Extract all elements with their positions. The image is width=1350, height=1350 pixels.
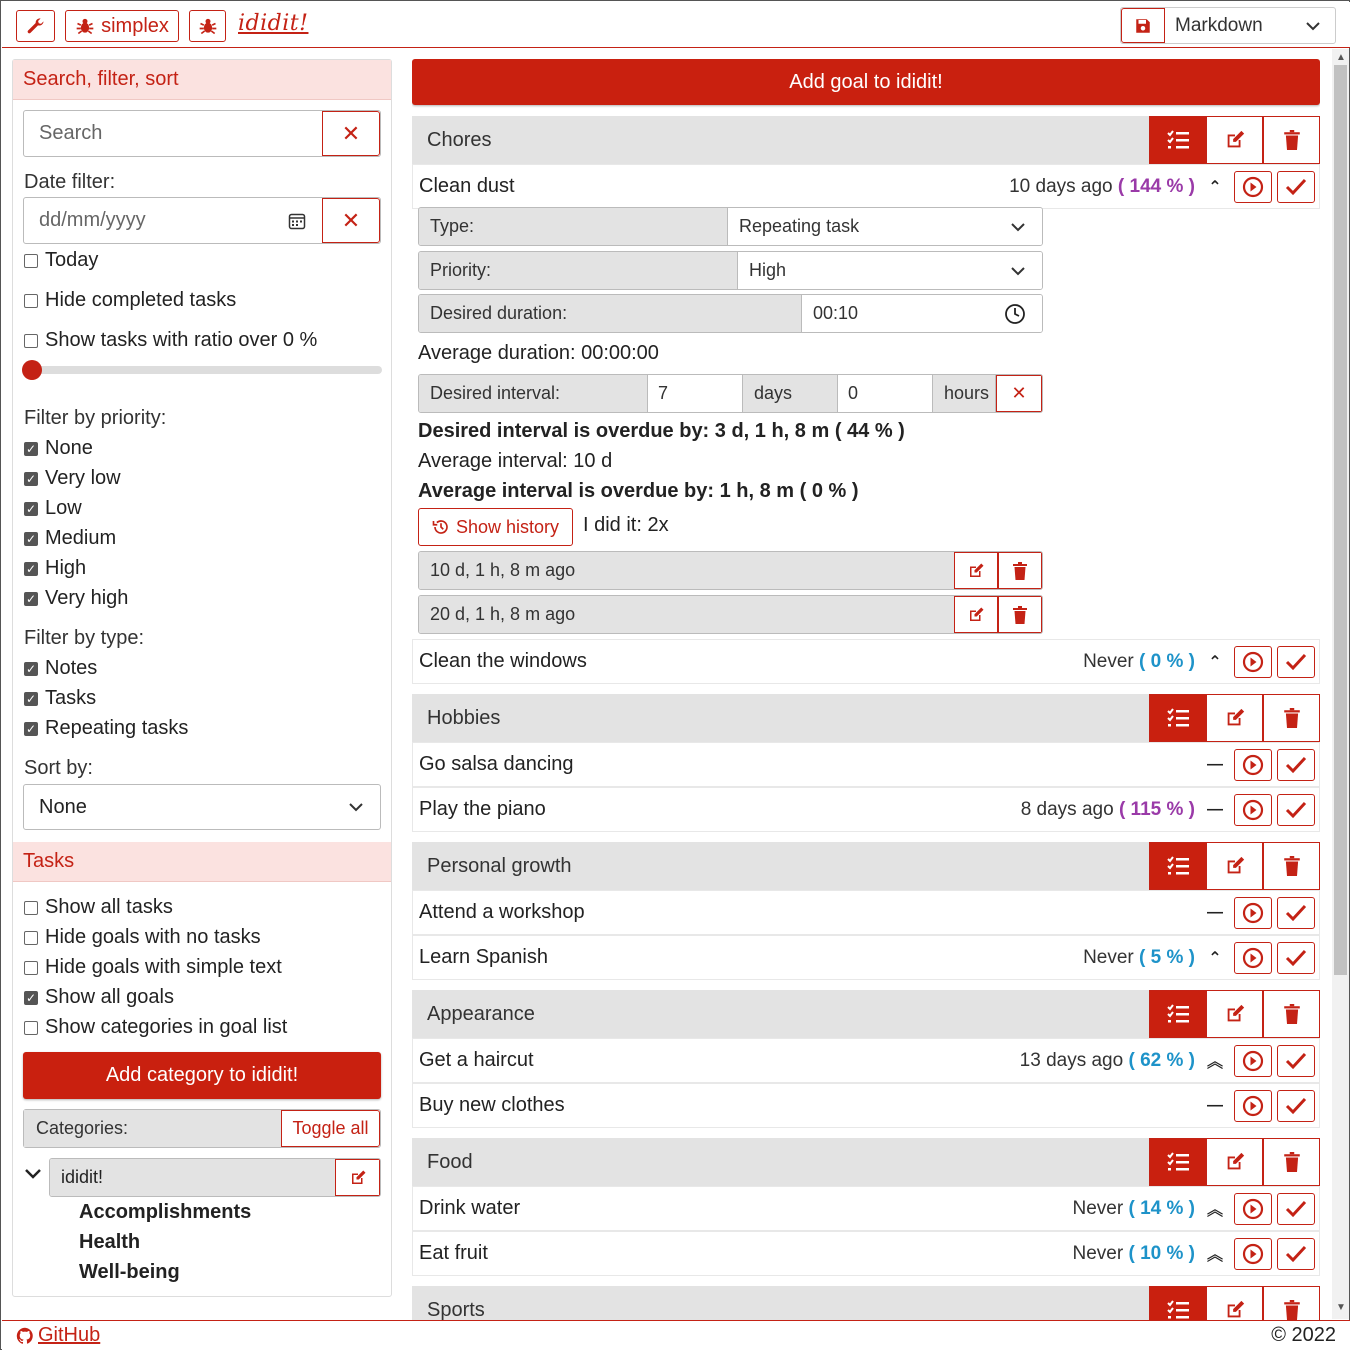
clear-interval-button[interactable] [996, 375, 1042, 412]
priority-checkbox[interactable] [24, 467, 121, 490]
complete-task-button[interactable] [1277, 1090, 1315, 1122]
task-row[interactable] [412, 164, 1320, 209]
chevron-down-icon[interactable] [24, 1167, 42, 1181]
task-last-done: 8 days ago [1020, 798, 1114, 820]
debug-button[interactable] [189, 10, 226, 42]
goal-header [412, 1286, 1320, 1320]
goal-tasks-button[interactable] [1149, 1286, 1206, 1320]
bug-icon [75, 16, 95, 36]
goal-tasks-button[interactable] [1149, 990, 1206, 1038]
checkbox-box[interactable] [24, 901, 38, 915]
history-entry [418, 551, 1043, 590]
interval-label: Desired interval: [419, 375, 648, 412]
delete-goal-button[interactable] [1263, 1286, 1320, 1320]
trash-icon [1283, 1152, 1301, 1172]
priority-filter-label: Filter by priority: [24, 407, 167, 429]
task-meta [1083, 947, 1195, 969]
sort-value: None [39, 795, 87, 818]
task-row[interactable] [412, 1231, 1320, 1276]
checkbox-box[interactable]: ✓ [25, 721, 37, 736]
edit-goal-button[interactable] [1206, 116, 1263, 164]
save-button[interactable] [1121, 8, 1165, 43]
task-name[interactable]: Go salsa dancing [419, 753, 574, 775]
scrollbar-thumb[interactable] [1334, 65, 1347, 975]
github-label: GitHub [38, 1324, 101, 1346]
edit-icon [1224, 129, 1246, 151]
edit-goal-button[interactable] [1206, 842, 1263, 890]
slider-handle[interactable] [22, 360, 42, 380]
start-task-button[interactable] [1234, 1238, 1272, 1270]
goal-title: Hobbies [427, 706, 501, 729]
edit-icon [1224, 1003, 1246, 1025]
check-icon [1285, 1096, 1307, 1116]
task-row[interactable] [412, 1083, 1320, 1128]
double-chevron-up-icon[interactable]: ︽ [1206, 1202, 1223, 1219]
checkbox-box[interactable] [24, 961, 38, 975]
goal-header [412, 842, 1320, 890]
floppy-disk-icon [1134, 17, 1152, 35]
show-history-label: Show history [455, 516, 560, 537]
delete-goal-button[interactable] [1263, 990, 1320, 1038]
task-name[interactable]: Play the piano [419, 798, 546, 820]
goal-tasks-button[interactable] [1149, 116, 1206, 164]
subcategory-item[interactable]: Health [79, 1231, 141, 1253]
checkbox-box[interactable] [24, 931, 38, 945]
task-name[interactable]: Attend a workshop [419, 901, 585, 923]
start-task-button[interactable] [1234, 897, 1272, 929]
history-entry-label: 20 d, 1 h, 8 m ago [419, 596, 954, 633]
chevron-up-icon[interactable]: ⌃ [1208, 178, 1222, 196]
trash-icon [1012, 562, 1028, 580]
checkbox-box[interactable] [24, 254, 38, 268]
goal-title: Appearance [427, 1002, 535, 1025]
double-chevron-up-icon[interactable]: ︽ [1206, 1054, 1223, 1071]
task-meta [1083, 651, 1195, 673]
task-name[interactable]: Drink water [419, 1197, 521, 1219]
task-name[interactable]: Learn Spanish [419, 946, 548, 968]
checkbox-box[interactable]: ✓ [25, 471, 37, 486]
interval-days-input[interactable]: 7 [648, 375, 743, 412]
type-field [418, 207, 1043, 246]
history-entry [418, 595, 1043, 634]
ratio-checkbox[interactable] [24, 329, 317, 352]
edit-icon [967, 606, 985, 624]
list-check-icon [1167, 856, 1189, 876]
task-option-label: Hide goals with simple text [45, 956, 282, 978]
check-icon [1285, 948, 1307, 968]
history-icon [432, 518, 450, 536]
edit-icon [967, 562, 985, 580]
start-task-button[interactable] [1234, 1090, 1272, 1122]
list-check-icon [1167, 1152, 1189, 1172]
trash-icon [1012, 606, 1028, 624]
subcategory-item[interactable]: Accomplishments [79, 1201, 252, 1223]
checkbox-box[interactable]: ✓ [25, 990, 37, 1005]
edit-icon [1224, 1151, 1246, 1173]
ratio-label: Show tasks with ratio over 0 % [45, 329, 318, 351]
did-it-count: I did it: 2x [583, 514, 669, 536]
goal-tasks-button[interactable] [1149, 694, 1206, 742]
task-name[interactable]: Clean dust [419, 175, 515, 197]
checkbox-box[interactable]: ✓ [25, 561, 37, 576]
goal-title: Sports [427, 1298, 485, 1320]
settings-button[interactable] [16, 10, 55, 42]
priority-value: High [749, 260, 787, 280]
edit-icon [1224, 855, 1246, 877]
edit-goal-button[interactable] [1206, 694, 1263, 742]
github-link[interactable] [16, 1324, 100, 1347]
checkbox-box[interactable]: ✓ [25, 691, 37, 706]
play-circle-icon [1242, 902, 1264, 924]
delete-goal-button[interactable] [1263, 1138, 1320, 1186]
priority-label: Medium [45, 527, 117, 549]
type-select[interactable] [728, 208, 1042, 245]
task-ratio: ( 10 % ) [1128, 1242, 1195, 1264]
root-category-label: ididit! [50, 1159, 335, 1196]
chevron-up-icon[interactable]: ⌃ [1208, 653, 1222, 671]
chevron-down-icon [1010, 263, 1026, 279]
complete-task-button[interactable] [1277, 171, 1315, 203]
task-meta [1073, 1198, 1196, 1220]
goal-header [412, 694, 1320, 742]
duration-field [418, 294, 1043, 333]
format-select[interactable] [1165, 8, 1335, 43]
checkbox-box[interactable]: ✓ [25, 591, 37, 606]
start-task-button[interactable] [1234, 171, 1272, 203]
edit-icon [349, 1169, 367, 1187]
start-task-button[interactable] [1234, 794, 1272, 826]
hide-completed-label: Hide completed tasks [45, 289, 237, 311]
average-duration: Average duration: 00:00:00 [418, 342, 659, 364]
priority-label: Very high [45, 587, 129, 609]
clock-icon[interactable] [1004, 303, 1026, 325]
filter-panel [12, 59, 392, 1297]
task-name[interactable]: Get a haircut [419, 1049, 534, 1071]
simplex-button[interactable] [65, 10, 179, 42]
list-check-icon [1167, 1004, 1189, 1024]
complete-task-button[interactable] [1277, 646, 1315, 678]
categories-bar [23, 1109, 381, 1148]
priority-checkbox[interactable] [24, 587, 128, 610]
edit-goal-button[interactable] [1206, 1286, 1263, 1320]
checkbox-box[interactable] [24, 294, 38, 308]
task-row[interactable] [412, 1186, 1320, 1231]
brand-logo[interactable]: ididit! [238, 11, 309, 36]
ratio-slider[interactable] [24, 366, 382, 374]
check-icon [1285, 1199, 1307, 1219]
average-overdue: Average interval is overdue by: 1 h, 8 m ( 0 % ) [418, 480, 859, 502]
interval-hours-input[interactable]: 0 [838, 375, 933, 412]
show-history-button[interactable] [418, 508, 573, 546]
check-icon [1285, 652, 1307, 672]
task-last-done: Never [1083, 650, 1134, 672]
play-circle-icon [1242, 754, 1264, 776]
checkbox-box[interactable]: ✓ [25, 531, 37, 546]
wrench-icon [26, 16, 46, 36]
delete-goal-button[interactable] [1263, 842, 1320, 890]
edit-category-button[interactable] [335, 1159, 380, 1196]
date-placeholder: dd/mm/yyyy [39, 209, 146, 231]
task-ratio: ( 144 % ) [1117, 175, 1195, 197]
complete-task-button[interactable] [1277, 794, 1315, 826]
duration-label: Desired duration: [419, 295, 802, 332]
search-panel-header: Search, filter, sort [13, 60, 391, 100]
close-icon: ✕ [341, 120, 361, 146]
play-circle-icon [1242, 1198, 1264, 1220]
type-checkbox[interactable] [24, 687, 96, 710]
average-interval: Average interval: 10 d [418, 450, 613, 472]
desired-overdue: Desired interval is overdue by: 3 d, 1 h, 8 m ( 44 % ) [418, 420, 905, 442]
check-icon [1285, 755, 1307, 775]
tasks-panel-header: Tasks [13, 842, 391, 882]
complete-task-button[interactable] [1277, 1045, 1315, 1077]
search-input[interactable]: Search [39, 122, 103, 144]
goal-list [412, 59, 1320, 1320]
dash-icon[interactable]: — [1207, 755, 1223, 773]
task-option-checkbox[interactable] [24, 926, 261, 949]
task-ratio: ( 115 % ) [1118, 798, 1195, 820]
days-unit: days [743, 375, 838, 412]
sort-label: Sort by: [24, 757, 93, 779]
clear-search-button[interactable] [322, 111, 380, 156]
categories-label: Categories: [24, 1110, 281, 1147]
list-check-icon [1167, 130, 1189, 150]
trash-icon [1283, 1300, 1301, 1320]
delete-history-button[interactable] [998, 552, 1042, 589]
interval-field [418, 374, 1043, 413]
goal-header [412, 990, 1320, 1038]
priority-label: None [45, 437, 93, 459]
edit-icon [1224, 707, 1246, 729]
play-circle-icon [1242, 1243, 1264, 1265]
clear-date-button[interactable] [322, 198, 380, 243]
delete-goal-button[interactable] [1263, 116, 1320, 164]
format-value: Markdown [1175, 14, 1263, 36]
date-box [23, 197, 381, 244]
play-circle-icon [1242, 176, 1264, 198]
chevron-down-icon [348, 799, 364, 815]
task-ratio: ( 5 % ) [1139, 946, 1195, 968]
hours-unit: hours [933, 375, 996, 412]
task-last-done: Never [1083, 946, 1134, 968]
chevron-up-icon[interactable]: ⌃ [1208, 949, 1222, 967]
delete-history-button[interactable] [998, 596, 1042, 633]
complete-task-button[interactable] [1277, 897, 1315, 929]
copyright: © 2022 [1271, 1324, 1336, 1346]
priority-label: High [45, 557, 87, 579]
task-option-checkbox[interactable] [24, 956, 282, 979]
priority-checkbox[interactable] [24, 437, 93, 460]
start-task-button[interactable] [1234, 646, 1272, 678]
dash-icon[interactable]: — [1207, 800, 1223, 818]
check-icon [1285, 177, 1307, 197]
list-check-icon [1167, 1300, 1189, 1320]
checkbox-box[interactable]: ✓ [25, 441, 37, 456]
goal-header [412, 1138, 1320, 1186]
start-task-button[interactable] [1234, 942, 1272, 974]
trash-icon [1283, 130, 1301, 150]
double-chevron-up-icon[interactable]: ︽ [1206, 1247, 1223, 1264]
task-option-checkbox[interactable] [24, 986, 174, 1009]
task-name[interactable]: Eat fruit [419, 1242, 488, 1264]
task-last-done: 13 days ago [1019, 1049, 1124, 1071]
task-row[interactable] [412, 890, 1320, 935]
play-circle-icon [1242, 799, 1264, 821]
goal-header [412, 116, 1320, 164]
task-row[interactable] [412, 935, 1320, 980]
github-icon [16, 1327, 34, 1345]
goal-title: Chores [427, 128, 492, 151]
play-circle-icon [1242, 947, 1264, 969]
type-filter-label: Filter by type: [24, 627, 145, 649]
play-circle-icon [1242, 1050, 1264, 1072]
today-label: Today [45, 249, 99, 271]
list-check-icon [1167, 708, 1189, 728]
task-meta [1020, 1050, 1195, 1072]
checkbox-box[interactable]: ✓ [25, 661, 37, 676]
task-last-done: 10 days ago [1009, 175, 1113, 197]
checkbox-box[interactable] [24, 334, 38, 348]
chevron-down-icon [1010, 219, 1026, 235]
task-meta [1073, 1243, 1196, 1265]
task-meta [1009, 176, 1195, 198]
close-icon: ✕ [341, 207, 361, 233]
task-row[interactable] [412, 1038, 1320, 1083]
type-label: Type: [419, 208, 728, 245]
close-icon: ✕ [1011, 383, 1027, 403]
dash-icon[interactable]: — [1207, 1096, 1223, 1114]
complete-task-button[interactable] [1277, 1193, 1315, 1225]
bug-icon [198, 16, 218, 36]
date-filter-label: Date filter: [24, 171, 116, 193]
task-last-done: Never [1072, 1197, 1124, 1219]
task-ratio: ( 62 % ) [1128, 1049, 1195, 1071]
sort-select[interactable] [23, 784, 381, 830]
calendar-icon[interactable] [288, 212, 306, 230]
checkbox-box[interactable] [24, 1021, 38, 1035]
today-checkbox[interactable] [24, 249, 98, 272]
task-last-done: Never [1072, 1242, 1124, 1264]
type-value: Repeating task [739, 216, 860, 236]
date-input[interactable] [24, 198, 322, 243]
export-control [1120, 7, 1336, 44]
start-task-button[interactable] [1234, 1045, 1272, 1077]
sort-value-wrap [24, 785, 380, 829]
type-label: Repeating tasks [45, 717, 189, 739]
task-name[interactable]: Clean the windows [419, 650, 587, 672]
check-icon [1285, 1244, 1307, 1264]
check-icon [1285, 800, 1307, 820]
priority-checkbox[interactable] [24, 557, 86, 580]
hide-completed-checkbox[interactable] [24, 289, 236, 312]
top-bar [2, 2, 1350, 48]
check-icon [1285, 1051, 1307, 1071]
task-ratio: ( 0 % ) [1139, 650, 1195, 672]
chevron-down-icon [1305, 18, 1321, 34]
task-row[interactable] [412, 639, 1320, 684]
search-box [23, 110, 381, 157]
type-label: Tasks [45, 687, 97, 709]
task-meta [1021, 799, 1195, 821]
task-option-checkbox[interactable] [24, 896, 173, 919]
check-icon [1285, 903, 1307, 923]
type-label: Notes [45, 657, 98, 679]
dash-icon[interactable]: — [1207, 903, 1223, 921]
play-circle-icon [1242, 651, 1264, 673]
root-category-row [49, 1158, 381, 1197]
task-option-label: Hide goals with no tasks [45, 926, 261, 948]
task-option-label: Show categories in goal list [45, 1016, 288, 1038]
scrollbar[interactable] [1332, 49, 1349, 1319]
type-checkbox[interactable] [24, 657, 97, 680]
edit-goal-button[interactable] [1206, 990, 1263, 1038]
goal-tasks-button[interactable] [1149, 1138, 1206, 1186]
task-option-checkbox[interactable] [24, 1016, 287, 1039]
edit-goal-button[interactable] [1206, 1138, 1263, 1186]
delete-goal-button[interactable] [1263, 694, 1320, 742]
play-circle-icon [1242, 1095, 1264, 1117]
priority-label: Low [45, 497, 82, 519]
task-row[interactable] [412, 787, 1320, 832]
priority-checkbox[interactable] [24, 497, 82, 520]
trash-icon [1283, 856, 1301, 876]
priority-checkbox[interactable] [24, 527, 116, 550]
subcategory-item[interactable]: Well-being [79, 1261, 180, 1283]
footer [2, 1320, 1350, 1350]
scroll-up-icon[interactable]: ▲ [1336, 52, 1346, 63]
task-name[interactable]: Buy new clothes [419, 1094, 565, 1116]
duration-value: 00:10 [813, 303, 859, 323]
goal-tasks-button[interactable] [1149, 842, 1206, 890]
task-ratio: ( 14 % ) [1128, 1197, 1195, 1219]
edit-icon [1224, 1299, 1246, 1320]
add-category-button[interactable]: Add category to ididit! [23, 1052, 381, 1099]
checkbox-box[interactable]: ✓ [25, 501, 37, 516]
goal-title: Food [427, 1150, 473, 1173]
edit-history-button[interactable] [954, 596, 998, 633]
complete-task-button[interactable] [1277, 1238, 1315, 1270]
trash-icon [1283, 708, 1301, 728]
add-goal-button[interactable]: Add goal to ididit! [412, 59, 1320, 105]
priority-select[interactable] [738, 252, 1042, 289]
edit-history-button[interactable] [954, 552, 998, 589]
priority-field [418, 251, 1043, 290]
start-task-button[interactable] [1234, 1193, 1272, 1225]
task-option-label: Show all goals [45, 986, 174, 1008]
type-checkbox[interactable] [24, 717, 188, 740]
task-row[interactable] [412, 742, 1320, 787]
goal-title: Personal growth [427, 854, 572, 877]
trash-icon [1283, 1004, 1301, 1024]
simplex-label: simplex [101, 14, 169, 37]
priority-label: Very low [45, 467, 121, 489]
history-entry-label: 10 d, 1 h, 8 m ago [419, 552, 954, 589]
scroll-down-icon[interactable]: ▼ [1336, 1302, 1346, 1313]
start-task-button[interactable] [1234, 749, 1272, 781]
toggle-all-button[interactable]: Toggle all [281, 1110, 380, 1147]
task-option-label: Show all tasks [45, 896, 173, 918]
duration-input[interactable] [802, 295, 1042, 332]
complete-task-button[interactable] [1277, 942, 1315, 974]
complete-task-button[interactable] [1277, 749, 1315, 781]
priority-label: Priority: [419, 252, 738, 289]
